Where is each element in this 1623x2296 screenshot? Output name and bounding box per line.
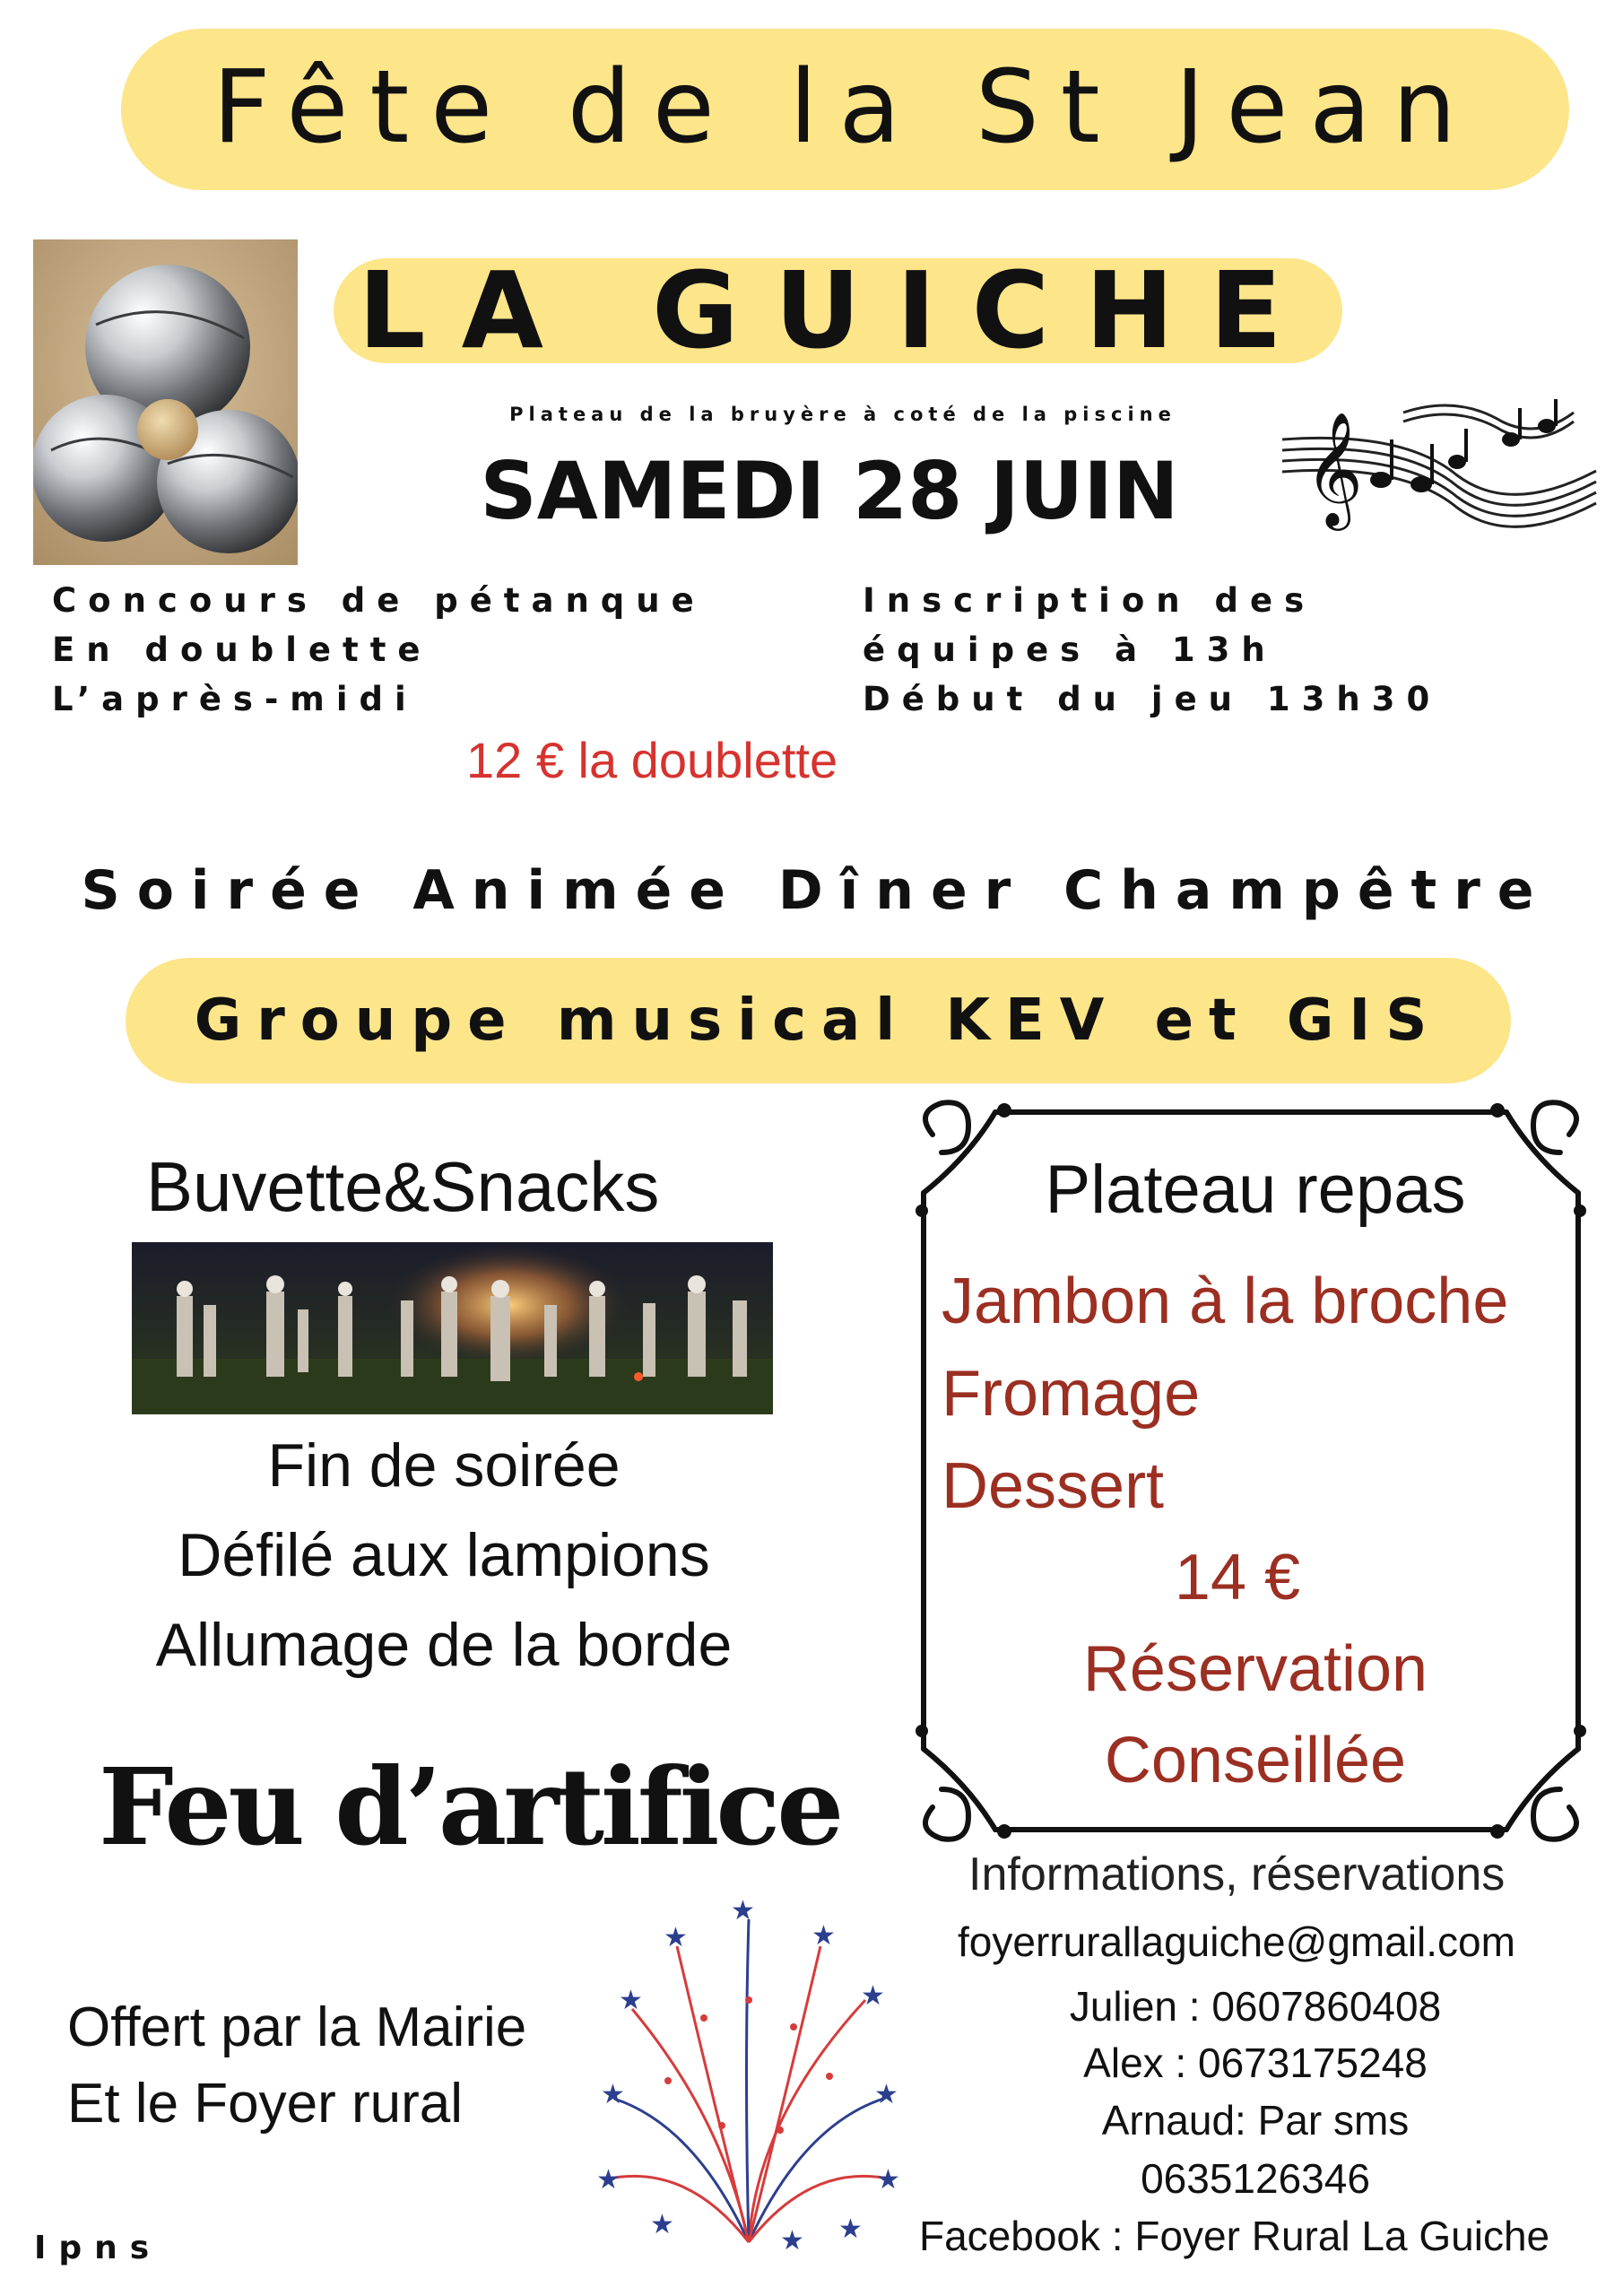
evening-title: Soirée Animée Dîner Champêtre: [81, 859, 1551, 922]
petanque-balls-photo: [33, 239, 298, 565]
music-notes-icon: [1278, 395, 1601, 534]
meal-price: 14 €: [1174, 1542, 1301, 1613]
meal-title: Plateau repas: [1045, 1152, 1466, 1228]
venue-text: Plateau de la bruyère à coté de la piscine: [509, 404, 1176, 425]
meal-item-1: Jambon à la broche: [942, 1265, 1509, 1337]
contact-phone-4: 0635126346: [1141, 2155, 1370, 2202]
offered-line-1: Offert par la Mairie: [67, 1996, 527, 2058]
offered-line-2: Et le Foyer rural: [67, 2073, 464, 2135]
svg-text:★: ★: [876, 2165, 900, 2195]
town-name: LA GUICHE: [358, 248, 1318, 372]
fireworks-icon: [596, 1892, 901, 2251]
contact-phone-2: Alex : 0673175248: [1083, 2039, 1428, 2086]
petanque-right-line-1: Inscription des: [863, 581, 1316, 620]
booking-line-2: Conseillée: [1104, 1725, 1407, 1796]
end-of-evening-line-3: Allumage de la borde: [155, 1611, 733, 1679]
svg-text:𝄞: 𝄞: [1305, 413, 1364, 524]
petanque-right-line-2: équipes à 13h: [863, 631, 1277, 669]
petanque-left-line-2: En doublette: [52, 631, 432, 669]
petanque-price: 12 € la doublette: [466, 732, 838, 788]
svg-text:★: ★: [601, 2080, 625, 2109]
svg-text:★: ★: [731, 1896, 755, 1926]
band-name: Groupe musical KEV et GIS: [194, 987, 1443, 1054]
buvette-title: Buvette&Snacks: [146, 1147, 660, 1226]
end-of-evening-line-2: Défilé aux lampions: [178, 1521, 710, 1589]
petanque-left-line-3: L’après-midi: [52, 680, 418, 718]
svg-text:★: ★: [596, 2165, 621, 2195]
svg-text:★: ★: [664, 1923, 688, 1952]
event-title: Fête de la St Jean: [213, 49, 1478, 166]
end-of-evening-line-1: Fin de soirée: [267, 1431, 621, 1500]
meal-item-2: Fromage: [942, 1358, 1201, 1430]
svg-text:★: ★: [874, 2080, 898, 2109]
contact-facebook[interactable]: Facebook : Foyer Rural La Guiche: [919, 2213, 1550, 2259]
svg-text:★: ★: [838, 2214, 863, 2244]
petanque-left-line-1: Concours de pétanque: [52, 581, 706, 620]
meal-item-3: Dessert: [942, 1450, 1165, 1522]
ipns-label: Ipns: [34, 2230, 162, 2266]
booking-line-1: Réservation: [1082, 1633, 1428, 1705]
contact-email[interactable]: foyerrurallaguiche@gmail.com: [958, 1918, 1515, 1965]
svg-text:★: ★: [619, 1986, 643, 2015]
contact-phone-3: Arnaud: Par sms: [1101, 2097, 1410, 2144]
crowd-photo: [132, 1242, 773, 1414]
svg-text:★: ★: [812, 1921, 836, 1951]
svg-text:★: ★: [650, 2210, 674, 2239]
contact-phone-1: Julien : 0607860408: [1069, 1983, 1442, 2030]
contact-heading: Informations, réservations: [968, 1848, 1506, 1900]
fireworks-title: Feu d’artifice: [99, 1744, 841, 1869]
svg-text:★: ★: [861, 1981, 885, 2011]
svg-text:★: ★: [780, 2226, 804, 2251]
petanque-right-line-3: Début du jeu 13h30: [863, 680, 1442, 718]
event-date: SAMEDI 28 JUIN: [480, 445, 1179, 537]
